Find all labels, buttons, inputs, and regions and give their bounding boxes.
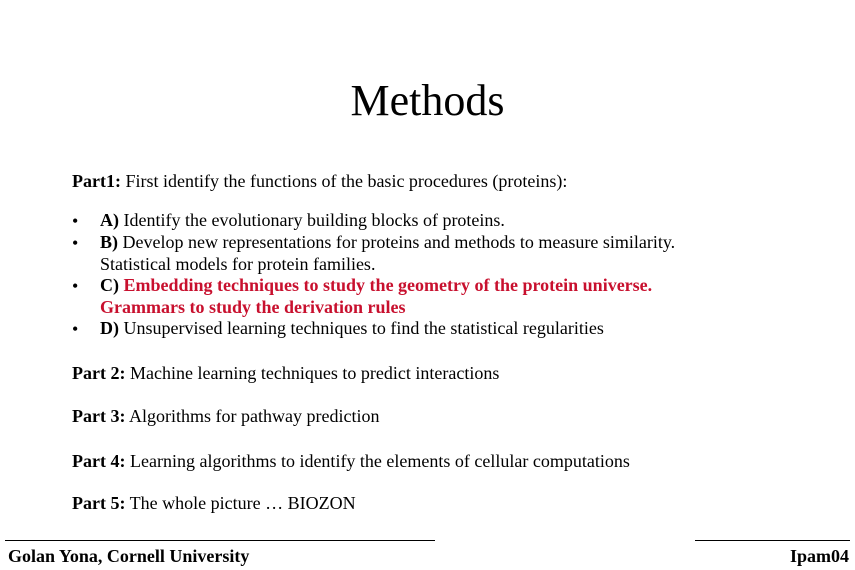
part1-text: First identify the functions of the basic procedures (proteins): bbox=[125, 171, 568, 191]
slide-title: Methods bbox=[350, 76, 505, 125]
part3-line bbox=[72, 405, 379, 427]
bullet-a-label: A) bbox=[100, 210, 119, 230]
bullet-a bbox=[100, 210, 505, 232]
part1-line bbox=[72, 170, 567, 192]
bullet-b-marker: • bbox=[72, 233, 79, 253]
bullet-d-marker: • bbox=[72, 319, 79, 339]
bullet-d-label: D) bbox=[100, 318, 119, 338]
part4-label: Part 4: bbox=[72, 451, 126, 471]
part5-line bbox=[72, 492, 356, 514]
part3-label: Part 3: bbox=[72, 406, 126, 426]
footer-author: Golan Yona, Cornell University bbox=[8, 546, 250, 566]
footer-event: Ipam04 bbox=[789, 546, 849, 566]
bullet-b-text: Develop new representations for proteins and methods to measure similarity. bbox=[122, 232, 676, 252]
footer-rule-left bbox=[5, 540, 435, 541]
bullet-b-text-line2: Statistical models for protein families. bbox=[100, 254, 376, 274]
part2-line bbox=[72, 362, 499, 384]
bullet-c-label: C) bbox=[100, 275, 119, 295]
part4-line bbox=[72, 450, 630, 472]
bullet-b bbox=[100, 232, 675, 254]
bullet-a-marker: • bbox=[72, 211, 79, 231]
bullet-c bbox=[100, 275, 652, 297]
bullet-c-text: Embedding techniques to study the geometry of the protein universe. bbox=[123, 275, 653, 295]
bullet-a-text: Identify the evolutionary building blocks of proteins. bbox=[123, 210, 505, 230]
bullet-d-text: Unsupervised learning techniques to find the statistical regularities bbox=[123, 318, 604, 338]
bullet-d bbox=[100, 318, 604, 340]
footer-rule-right bbox=[695, 540, 850, 541]
bullet-c-text-line2: Grammars to study the derivation rules bbox=[100, 297, 406, 317]
part2-text: Machine learning techniques to predict interactions bbox=[129, 363, 500, 383]
part2-label: Part 2: bbox=[72, 363, 126, 383]
part5-text: The whole picture … BIOZON bbox=[129, 493, 356, 513]
bullet-b-label: B) bbox=[100, 232, 118, 252]
part4-text: Learning algorithms to identify the elements of cellular computations bbox=[129, 451, 630, 471]
bullet-c-marker: • bbox=[72, 276, 79, 296]
part1-label: Part1: bbox=[72, 171, 121, 191]
part3-text: Algorithms for pathway prediction bbox=[129, 406, 380, 426]
part5-label: Part 5: bbox=[72, 493, 126, 513]
